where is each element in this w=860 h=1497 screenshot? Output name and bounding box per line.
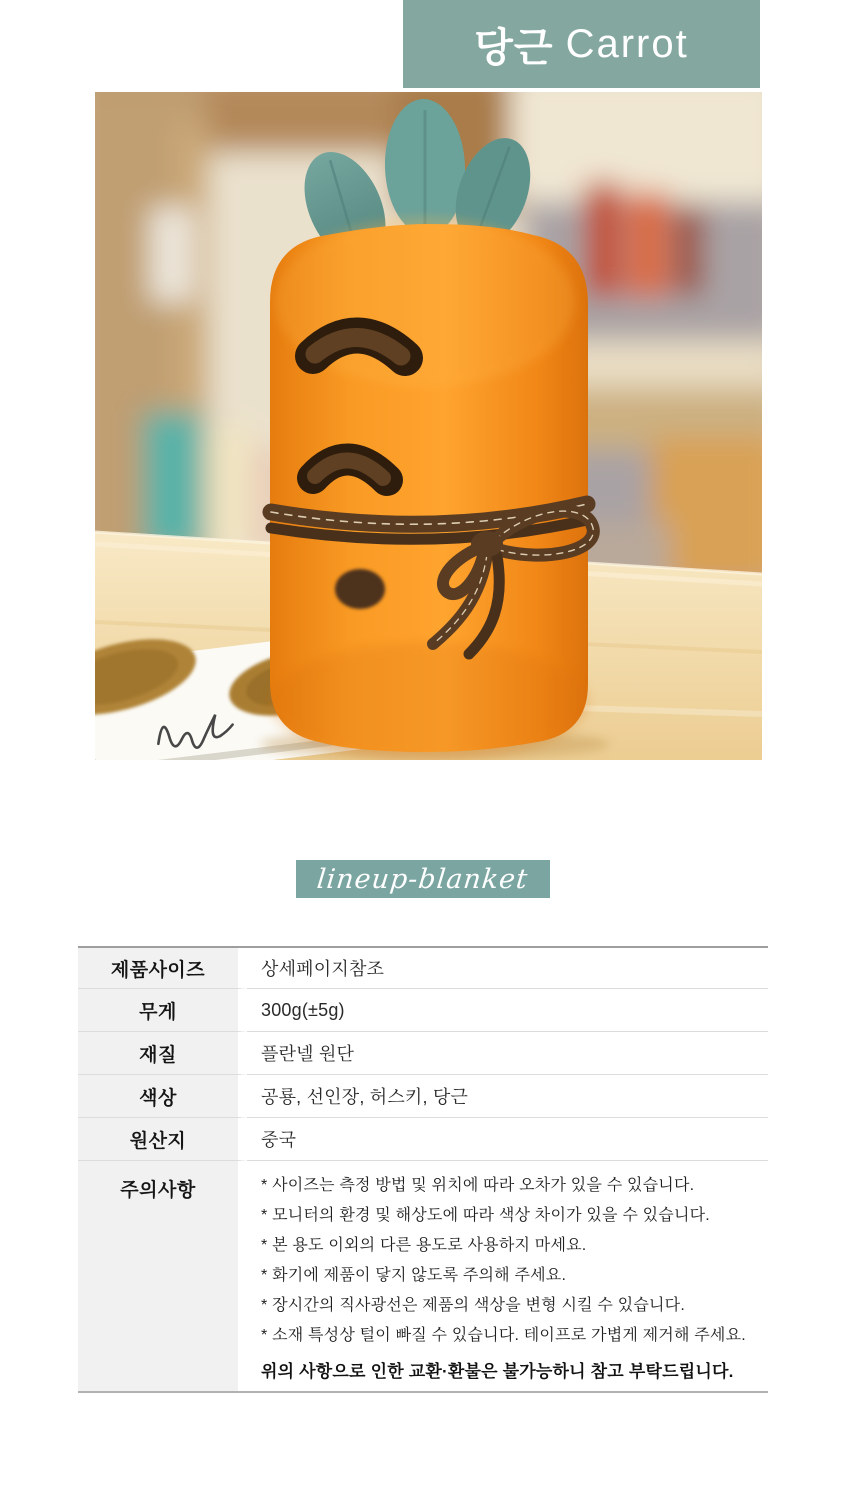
spec-label-origin: 원산지	[78, 1117, 247, 1160]
spec-label-size: 제품사이즈	[78, 948, 247, 988]
precaution-item: * 모니터의 환경 및 해상도에 따라 색상 차이가 있을 수 있습니다.	[261, 1207, 710, 1224]
spec-row-material	[78, 1031, 768, 1074]
spec-value-origin: 중국	[247, 1117, 768, 1160]
precaution-item: * 장시간의 직사광선은 제품의 색상을 변형 시킬 수 있습니다.	[261, 1297, 685, 1314]
spec-row-precautions	[78, 1160, 768, 1391]
spec-label-weight: 무게	[78, 988, 247, 1031]
carrot-nose-dot	[335, 569, 385, 609]
carrot-title-english: Carrot	[565, 21, 689, 66]
precaution-item: * 사이즈는 측정 방법 및 위치에 따라 오차가 있을 수 있습니다.	[261, 1177, 695, 1194]
section-header-carrot	[403, 0, 760, 88]
refund-notice: 위의 사항으로 인한 교환·환불은 불가능하니 참고 부탁드립니다.	[261, 1362, 734, 1381]
precaution-item: * 본 용도 이외의 다른 용도로 사용하지 마세요.	[261, 1237, 587, 1254]
spec-value-weight: 300g(±5g)	[247, 988, 768, 1031]
spec-label-material: 재질	[78, 1031, 247, 1074]
bow-knot	[471, 531, 503, 557]
spec-value-color: 공룡, 선인장, 허스키, 당근	[247, 1074, 768, 1117]
carrot-title-korean: 당근	[474, 25, 554, 70]
lineup-blanket-badge	[296, 860, 550, 898]
product-photo	[95, 92, 762, 760]
spec-label-precautions: 주의사항	[78, 1160, 247, 1391]
spec-value-material: 플란넬 원단	[247, 1031, 768, 1074]
spec-row-origin	[78, 1117, 768, 1160]
spec-row-size	[78, 948, 768, 988]
precaution-item: * 소재 특성상 털이 빠질 수 있습니다. 테이프로 가볍게 제거해 주세요.	[261, 1327, 746, 1344]
lineup-blanket-label: lineup-blanket	[315, 863, 531, 895]
spec-row-color	[78, 1074, 768, 1117]
precautions-cell	[247, 1160, 768, 1391]
spec-value-size: 상세페이지참조	[261, 959, 385, 979]
spec-label-color: 색상	[78, 1074, 247, 1117]
precaution-item: * 화기에 제품이 닿지 않도록 주의해 주세요.	[261, 1267, 567, 1284]
carrot-blanket-photo-scene	[95, 92, 762, 760]
spec-table	[78, 946, 768, 1393]
spec-row-weight	[78, 988, 768, 1031]
